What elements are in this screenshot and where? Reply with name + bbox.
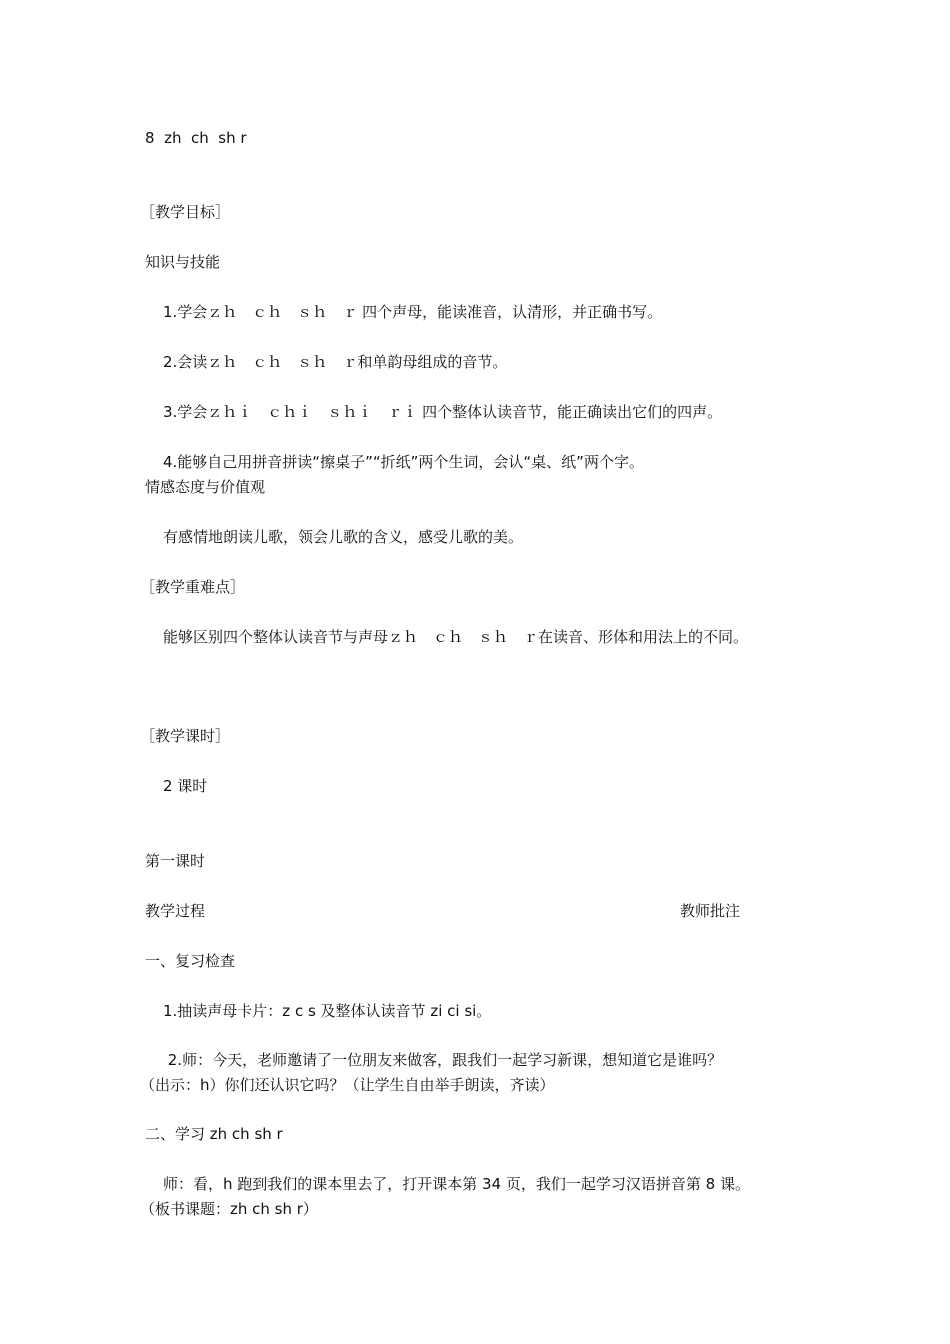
first-lesson-heading: 第一课时 — [145, 852, 206, 870]
review-item-1: 1.抽读声母卡片：z c s 及整体认读音节 zi ci si。 — [163, 1002, 492, 1020]
teacher-notes-label: 教师批注 — [680, 902, 741, 920]
hours-text: 2 课时 — [163, 777, 208, 795]
learn-text-line-2: （板书课题：zh ch sh r） — [140, 1200, 318, 1218]
goal-4: 4.能够自己用拼音拼读“擦桌子”“折纸”两个生词，会认“桌、纸”两个字。 — [163, 453, 644, 471]
keypoints-heading: ［教学重难点］ — [140, 578, 246, 596]
goal-1: 1.学会ｚｈ ｃｈ ｓｈ ｒ 四个声母，能读准音，认清形，并正确书写。 — [163, 303, 663, 321]
lesson-title: 8 zh ch sh r — [145, 129, 247, 147]
hours-heading: ［教学课时］ — [140, 727, 231, 745]
goal-3: 3.学会ｚｈｉ ｃｈｉ ｓｈｉ ｒｉ 四个整体认读音节，能正确读出它们的四声。 — [163, 403, 723, 421]
review-heading: 一、复习检查 — [145, 952, 236, 970]
process-label: 教学过程 — [145, 902, 206, 920]
attitude-text: 有感情地朗读儿歌，领会儿歌的含义，感受儿歌的美。 — [163, 528, 524, 546]
review-item-2-line-1: 2.师：今天，老师邀请了一位朋友来做客，跟我们一起学习新课，想知道它是谁吗？ — [163, 1051, 723, 1069]
review-item-2-line-2: （出示：h）你们还认识它吗？（让学生自由举手朗读，齐读） — [140, 1076, 555, 1094]
goals-heading: ［教学目标］ — [140, 203, 231, 221]
goal-2: 2.会读ｚｈ ｃｈ ｓｈ ｒ和单韵母组成的音节。 — [163, 353, 508, 371]
learn-text-line-1: 师：看，h 跑到我们的课本里去了，打开课本第 34 页，我们一起学习汉语拼音第 8 课。 — [163, 1175, 750, 1193]
learn-heading: 二、学习 zh ch sh r — [145, 1125, 283, 1143]
knowledge-heading: 知识与技能 — [145, 253, 221, 271]
keypoints-text: 能够区别四个整体认读音节与声母ｚｈ ｃｈ ｓｈ ｒ在读音、形体和用法上的不同。 — [163, 628, 749, 646]
attitude-heading: 情感态度与价值观 — [145, 478, 266, 496]
